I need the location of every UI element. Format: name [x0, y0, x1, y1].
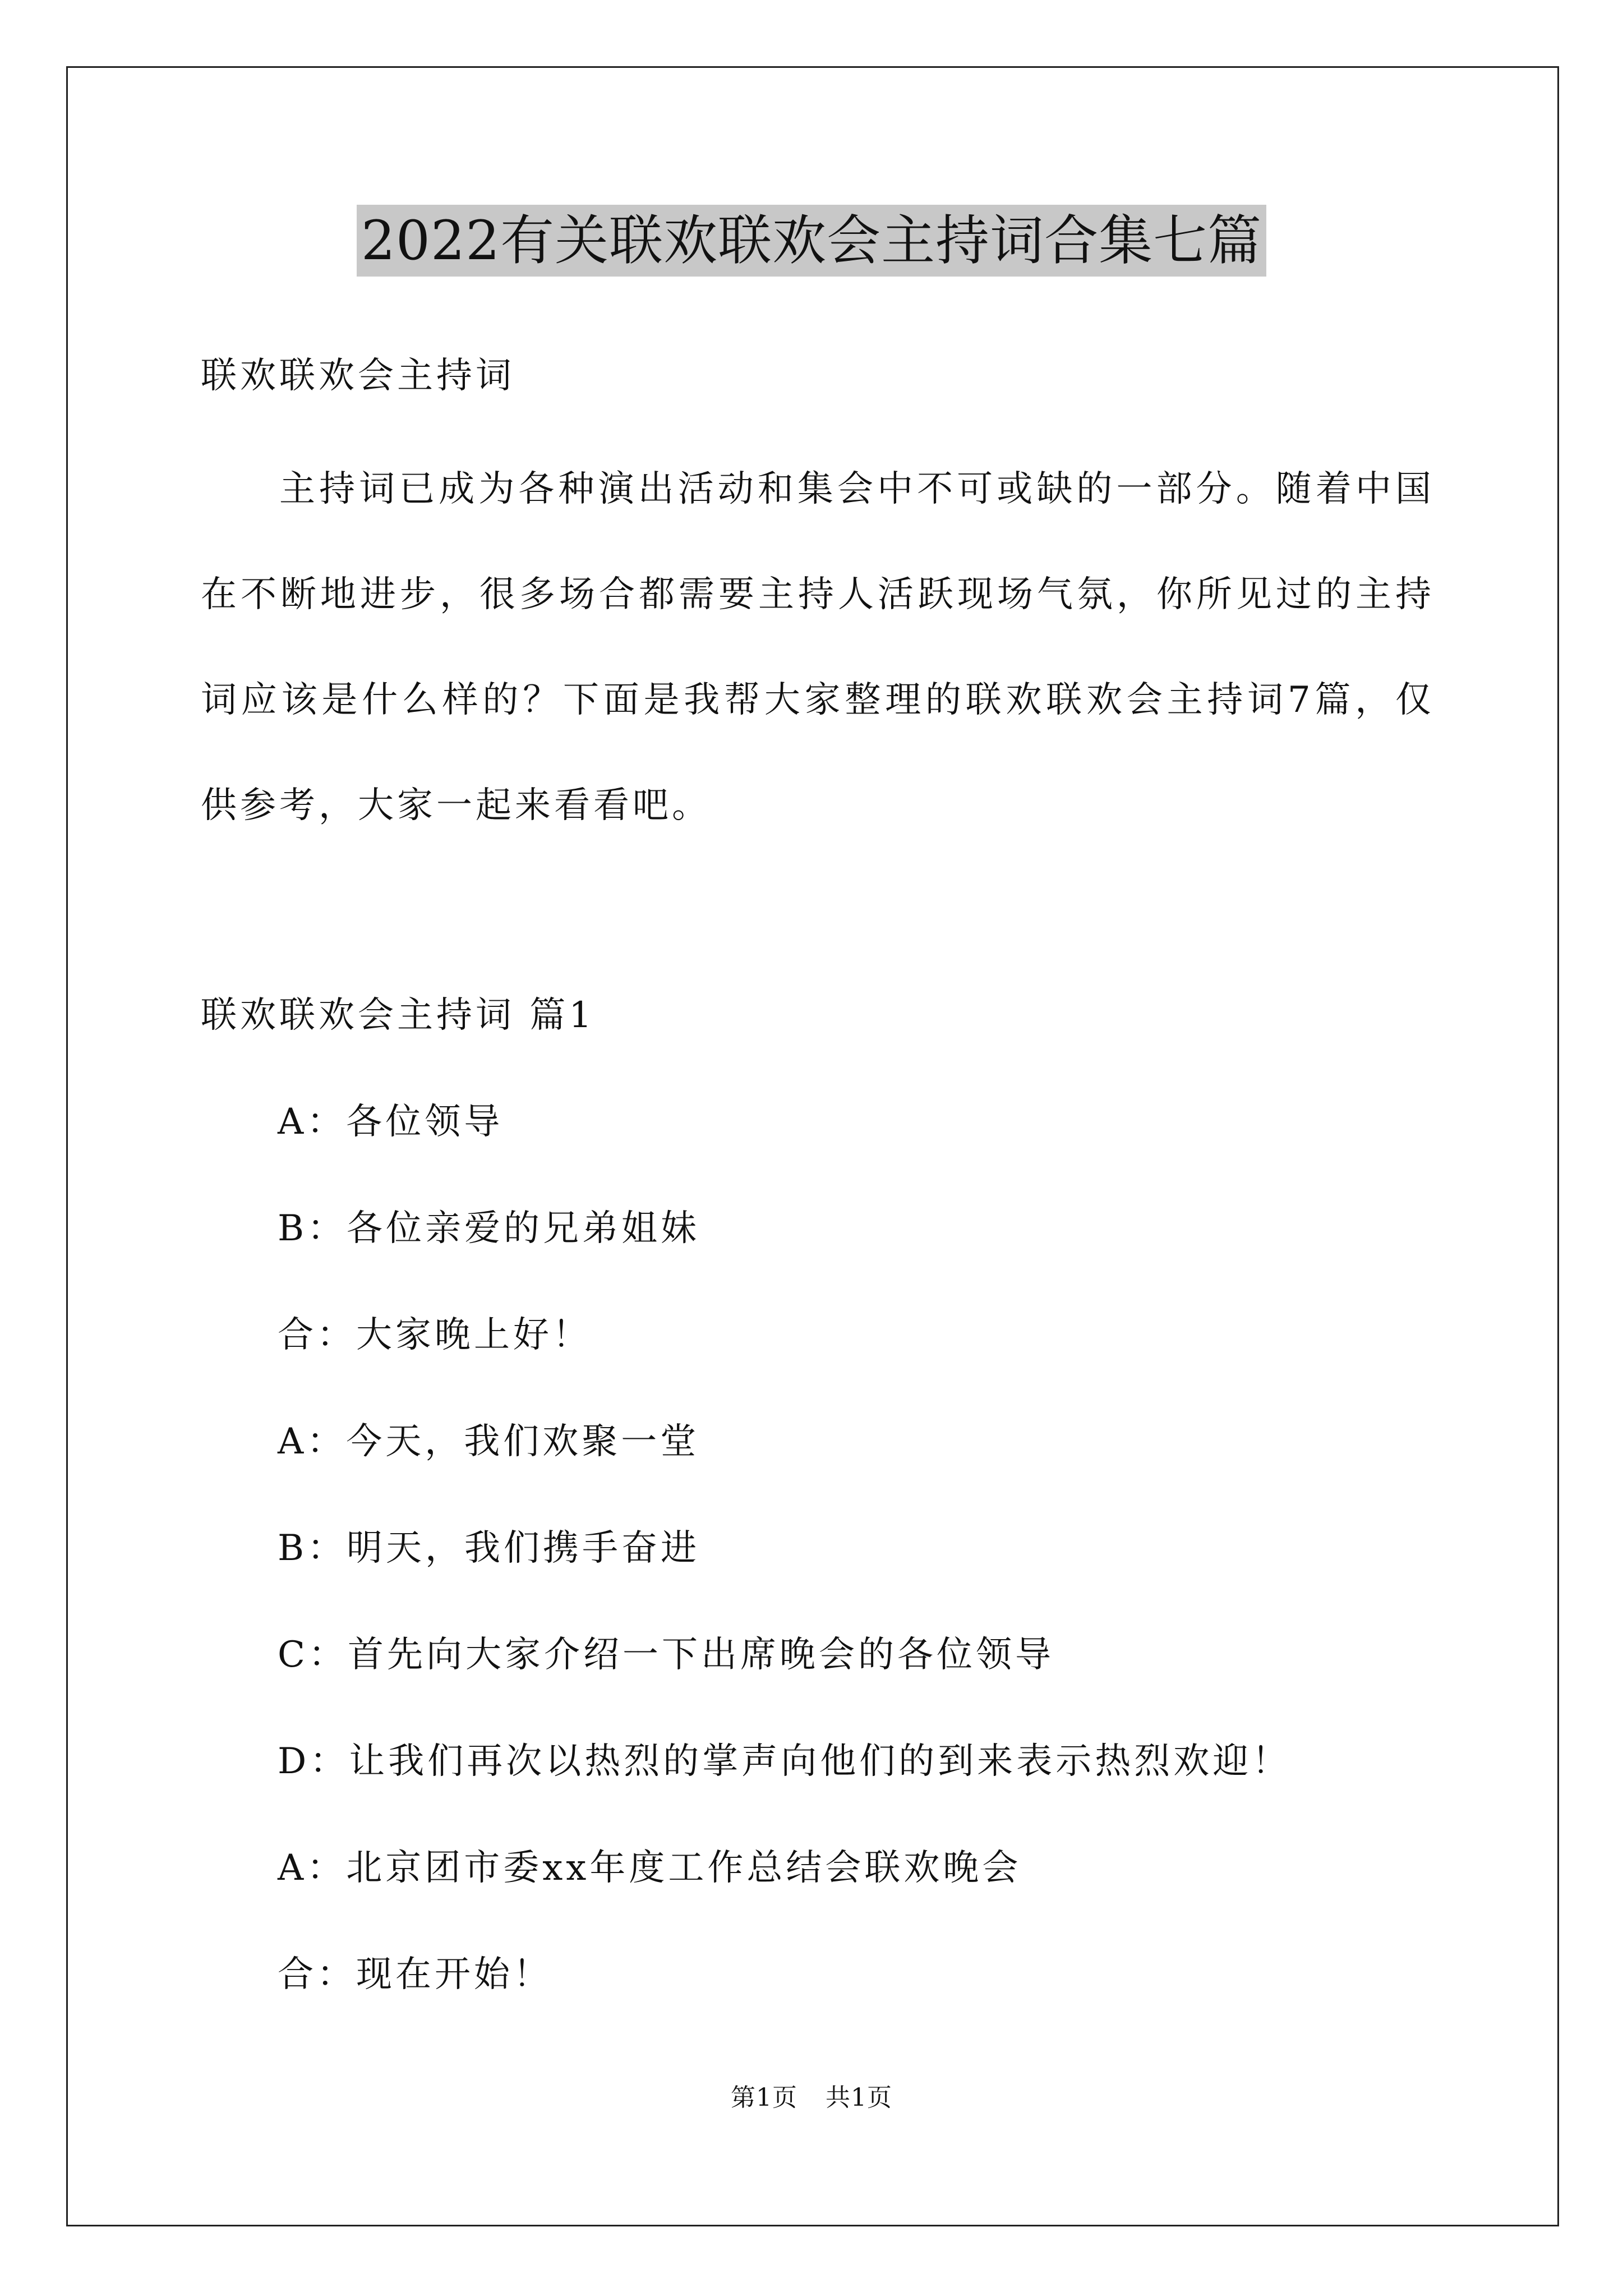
section-heading: 联欢联欢会主持词 篇1 — [201, 995, 596, 1036]
dialogue-line: 合：现在开始！ — [278, 1954, 552, 1995]
intro-heading: 联欢联欢会主持词 — [201, 355, 515, 397]
dialogue-line: 合：大家晚上好！ — [278, 1314, 592, 1356]
page-total: 共1页 — [826, 2083, 892, 2112]
dialogue-line: A：北京团市委xx年度工作总结会联欢晚会 — [278, 1847, 1022, 1889]
title-container — [0, 205, 1623, 277]
document-title: 2022有关联欢联欢会主持词合集七篇 — [357, 205, 1266, 277]
dialogue-line: B：明天，我们携手奋进 — [278, 1527, 700, 1569]
dialogue-line: C：首先向大家介绍一下出席晚会的各位领导 — [278, 1634, 1054, 1676]
dialogue-line: A：今天，我们欢聚一堂 — [278, 1421, 700, 1462]
dialogue-line: A：各位领导 — [278, 1101, 504, 1143]
page-footer — [0, 2081, 1623, 2115]
intro-paragraph: 主持词已成为各种演出活动和集会中不可或缺的一部分。随着中国在不断地进步，很多场合都需要主持人活跃现场气氛，你所见过的主持词应该是什么样的？下面是我帮大家整理的联欢联欢会主持词7篇，仅供参考，大家一起来看看吧。 — [201, 468, 1435, 826]
dialogue-line: B：各位亲爱的兄弟姐妹 — [278, 1208, 700, 1249]
page-current: 第1页 — [731, 2083, 797, 2112]
dialogue-line: D：让我们再次以热烈的掌声向他们的到来表示热烈欢迎！ — [278, 1741, 1292, 1782]
dialogue-list — [278, 1099, 1291, 2059]
